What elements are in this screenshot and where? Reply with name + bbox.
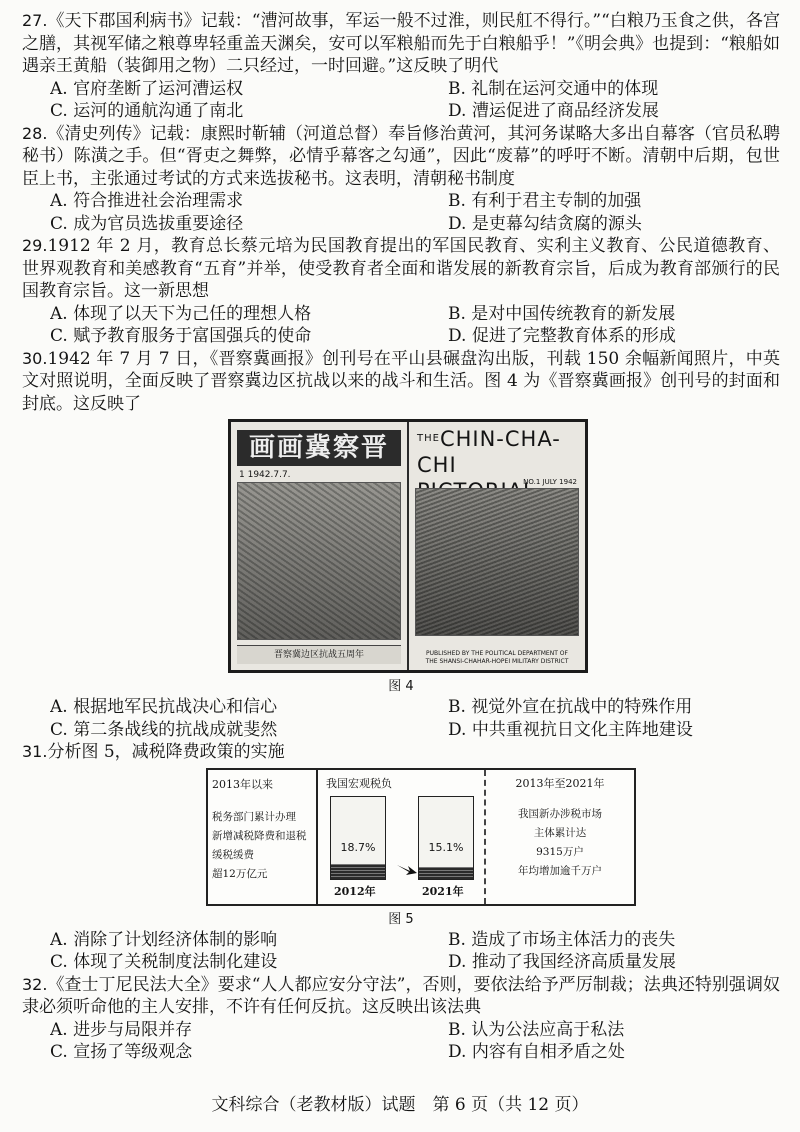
- q28-option-b[interactable]: B. 有利于君主专制的加强: [448, 191, 642, 211]
- figure-5-caption: 图 5: [388, 911, 414, 927]
- fig5-panel-market-entities: [486, 770, 634, 904]
- question-28-text: 《清史列传》记载：康熙时靳辅（河道总督）奉旨修治黄河，其河务谋略大多出自幕客（官员私聘秘书）陈潢之手。但“胥吏之舞弊，必情乎幕客之勾通”，因此“废幕”的呼吁不断。清朝中后期，包世臣上书，主张通过考试的方式来选拔秘书。这表明，清朝秘书制度: [22, 123, 780, 189]
- question-27-number: 27.: [22, 11, 48, 30]
- fig5-panel2-heading: 我国宏观税负: [326, 776, 392, 790]
- bar-2012-year-label: 2012年: [334, 884, 376, 898]
- question-27-text: 《天下郡国利病书》记载：“漕河故事，军运一般不过淮，则民舡不得行。”“白粮乃玉食之供，各宫之膳，其视军储之粮尊卑轻重盖天渊矣，安可以军粮船而先于白粮船乎！”《明会典》也提到：“粮船如遇亲王黄船（装御用之物）二只经过，一时回避。”这反映了明代: [22, 11, 780, 76]
- question-32-text: 《查士丁尼民法大全》要求“人人都应安分守法”，否则，要依法给予严厉制裁；法典还特别强调奴隶必须听命他的主人安排，不许有任何反抗。这反映出该法典: [22, 974, 780, 1017]
- question-32-stem: [22, 974, 780, 1019]
- cover-photo-caption: 晋察冀边区抗战五周年: [237, 645, 401, 664]
- figure-4-pictorial-covers: [228, 419, 588, 673]
- fig5-panel3-line: 我国新办涉税市场: [518, 807, 602, 820]
- question-29-options: [22, 303, 780, 348]
- q27-option-d[interactable]: D. 漕运促进了商品经济发展: [448, 101, 659, 121]
- bar-2021-value-label: 15.1%: [428, 840, 464, 854]
- q28-option-c[interactable]: C. 成为官员选拔重要途径: [50, 213, 244, 234]
- page-footer: 文科综合（老教材版）试题 第 6 页（共 12 页）: [211, 1095, 589, 1115]
- cover-photo-image: [237, 482, 401, 640]
- question-32-number: 32.: [22, 974, 48, 994]
- bar-2012-value-label: 18.7%: [340, 840, 376, 854]
- question-27-options: [22, 78, 780, 123]
- question-32-options: [22, 1019, 780, 1064]
- question-30-options: [22, 696, 780, 741]
- question-31-text: 分析图 5，减税降费政策的实施: [47, 742, 285, 762]
- q32-option-b[interactable]: B. 认为公法应高于私法: [448, 1019, 625, 1040]
- q30-option-b[interactable]: B. 视觉外宣在抗战中的特殊作用: [448, 697, 693, 717]
- q30-option-c[interactable]: C. 第二条战线的抗战成就斐然: [50, 719, 278, 740]
- q31-option-b[interactable]: B. 造成了市场主体活力的丧失: [448, 929, 676, 950]
- cover-chinese-title: 画画冀察晋: [237, 430, 401, 466]
- question-30-number: 30.: [22, 348, 48, 368]
- question-30-text: 1942 年 7 月 7 日，《晋察冀画报》创刊号在平山县碾盘沟出版，刊载 150 余幅新闻照片，中英文对照说明，全面反映了晋察冀边区抗战以来的战斗和生活。图 4 为《晋察冀画报》创刊号的封面和封底。这反映了: [22, 348, 780, 414]
- q31-option-d[interactable]: D. 推动了我国经济高质量发展: [448, 952, 676, 972]
- bar-2021-year-label: 2021年: [422, 884, 464, 898]
- q27-option-c[interactable]: C. 运河的通航沟通了南北: [50, 101, 244, 121]
- q28-option-d[interactable]: D. 是吏幕勾结贪腐的源头: [448, 213, 642, 234]
- question-30-stem: [22, 348, 780, 416]
- question-29-stem: [22, 235, 780, 303]
- fig5-panel3-line: 9315万户: [536, 845, 584, 858]
- q31-option-a[interactable]: A. 消除了计划经济体制的影响: [50, 929, 278, 950]
- q30-option-a[interactable]: A. 根据地军民抗战决心和信心: [50, 697, 278, 717]
- back-cover-publisher: [415, 650, 579, 666]
- fig5-panel1-heading: 2013年以来: [212, 777, 273, 791]
- fig5-panel3-line: 主体累计达: [533, 826, 587, 839]
- q29-option-b[interactable]: B. 是对中国传统教育的新发展: [448, 303, 676, 324]
- q32-option-a[interactable]: A. 进步与局限并存: [50, 1019, 193, 1040]
- bar-2021-fill: [419, 867, 473, 879]
- back-cover-photo-image: [415, 488, 579, 636]
- q31-option-c[interactable]: C. 体现了关税制度法制化建设: [50, 952, 278, 972]
- question-31-options: [22, 929, 780, 974]
- cover-issue-number: 1 1942.7.7.: [239, 470, 291, 480]
- trend-arrow-icon: [396, 862, 418, 876]
- question-31-number: 31.: [22, 742, 48, 761]
- q27-option-b[interactable]: B. 礼制在运河交通中的体现: [448, 78, 659, 99]
- question-28-number: 28.: [22, 123, 48, 143]
- figure-5-tax-reduction: [206, 768, 636, 906]
- bar-2012-fill: [331, 864, 385, 879]
- question-29-text: 1912 年 2 月，教育总长蔡元培为民国教育提出的军国民教育、实利主义教育、公民道德教育、世界观教育和美感教育“五育”并举，使受教育者全面和谐发展的新教育宗旨，后成为教育部颁行的民国教育宗旨。这一新思想: [22, 236, 780, 301]
- exam-page: [22, 10, 780, 1064]
- question-31-stem: [22, 741, 780, 764]
- question-27-stem: [22, 10, 780, 78]
- q32-option-c[interactable]: C. 宣扬了等级观念: [50, 1042, 193, 1062]
- publisher-line-2: THE SHANSI-CHAHAR-HOPEI MILITARY DISTRICT: [425, 658, 569, 665]
- fig5-panel1-line: 超12万亿元: [212, 867, 268, 880]
- pictorial-back-cover: [409, 422, 585, 670]
- fig5-panel1-body: [212, 808, 312, 884]
- q32-option-d[interactable]: D. 内容有自相矛盾之处: [448, 1042, 625, 1062]
- bar-2021: [418, 796, 474, 880]
- q27-option-a[interactable]: A. 官府垄断了运河漕运权: [50, 78, 244, 99]
- bar-2012: [330, 796, 386, 880]
- fig5-panel1-line: 缓税缓费: [212, 848, 254, 861]
- cover-title-line1: CHIN-CHA-CHI: [417, 427, 561, 477]
- q29-option-d[interactable]: D. 促进了完整教育体系的形成: [448, 326, 676, 346]
- pictorial-front-cover: [231, 422, 409, 670]
- q30-option-d[interactable]: D. 中共重视抗日文化主阵地建设: [448, 719, 693, 740]
- fig5-panel3-line: 年均增加逾千万户: [518, 864, 602, 877]
- fig5-panel1-line: 新增减税降费和退税: [212, 829, 307, 842]
- fig5-panel3-body: [490, 805, 630, 881]
- q28-option-a[interactable]: A. 符合推进社会治理需求: [50, 191, 244, 211]
- q29-option-c[interactable]: C. 赋予教育服务于富国强兵的使命: [50, 326, 312, 346]
- question-28-stem: [22, 123, 780, 191]
- back-cover-issue: NO.1 JULY 1942: [523, 478, 577, 486]
- cover-title-the: THE: [417, 433, 440, 444]
- fig5-panel3-heading: 2013年至2021年: [515, 776, 605, 790]
- question-28-options: [22, 190, 780, 235]
- fig5-panel-tax-relief: [208, 770, 318, 904]
- q29-option-a[interactable]: A. 体现了以天下为己任的理想人格: [50, 303, 312, 324]
- fig5-panel1-line: 税务部门累计办理: [212, 810, 296, 823]
- fig5-panel-macro-tax-burden: [318, 770, 486, 904]
- figure-4-caption: 图 4: [388, 679, 414, 694]
- question-29-number: 29.: [22, 236, 48, 255]
- publisher-line-1: PUBLISHED BY THE POLITICAL DEPARTMENT OF: [426, 650, 568, 657]
